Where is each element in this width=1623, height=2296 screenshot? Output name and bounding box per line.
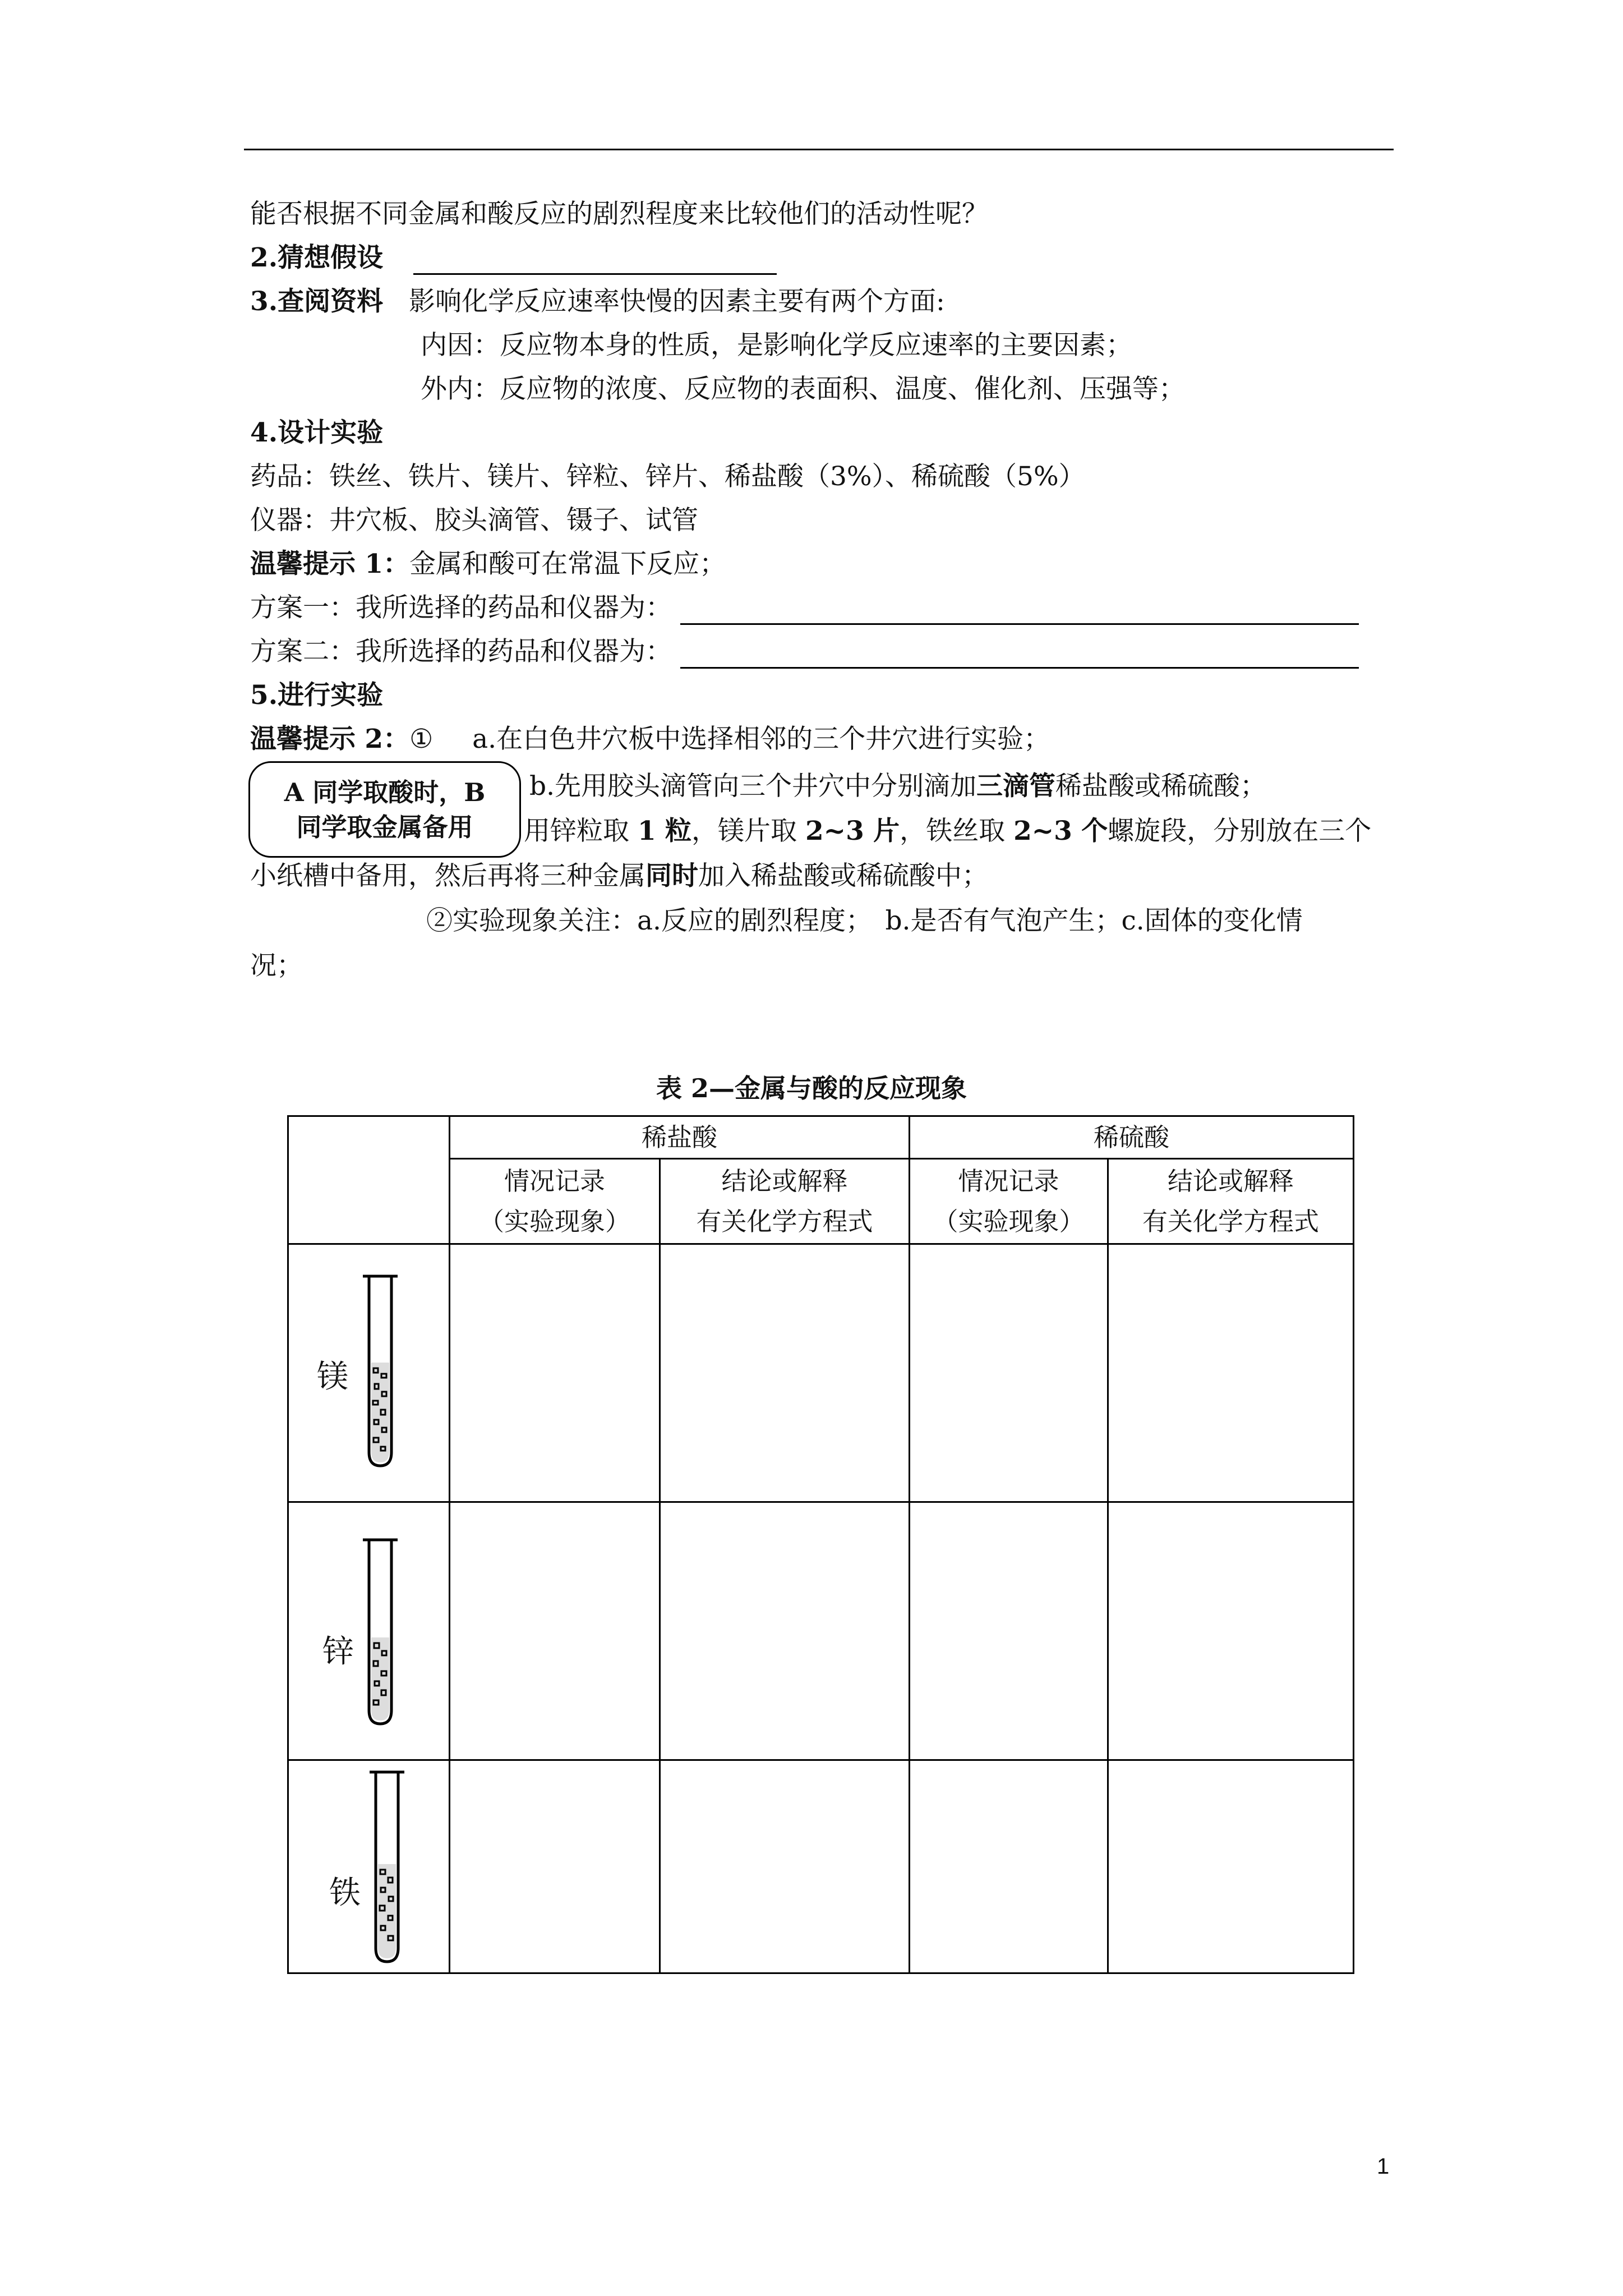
step-b-post: 稀盐酸或稀硫酸； (1055, 771, 1267, 802)
step-c-line2-post: 加入稀盐酸或稀硫酸中； (698, 861, 988, 891)
plan1-line (250, 591, 1359, 625)
step-c (524, 815, 1371, 848)
corner-cell (288, 1116, 450, 1244)
observe-line1: ②实验现象关注：a.反应的剧烈程度； b.是否有气泡产生；c.固体的变化情 (426, 905, 1303, 936)
table-row-zinc (288, 1502, 1354, 1760)
observe-line2: 况； (250, 950, 303, 981)
magnesium-h2so4-conclusion[interactable] (1108, 1244, 1354, 1502)
step-c-6: 2~3 个 (1013, 816, 1108, 846)
iron-hcl-record[interactable] (450, 1760, 660, 1973)
h2so4-conclusion-header (1108, 1159, 1354, 1244)
hcl-conclusion-header (660, 1159, 910, 1244)
conclusion-header-line1: 结论或解释 (721, 1166, 848, 1196)
tip1-line (250, 547, 726, 581)
step-b (529, 770, 1266, 803)
test-tube-icon (367, 1769, 407, 1965)
tip1-text: 金属和酸可在常温下反应； (409, 549, 726, 579)
conclusion-header-line2: 有关化学方程式 (696, 1206, 873, 1236)
tip-callout (248, 761, 521, 858)
instruments-line: 仪器：井穴板、胶头滴管、镊子、试管 (250, 505, 698, 536)
step-c-line2-bold: 同时 (645, 861, 698, 891)
magnesium-h2so4-record[interactable] (910, 1244, 1108, 1502)
callout-line2: 同学取金属备用 (296, 812, 473, 842)
magnesium-hcl-conclusion[interactable] (660, 1244, 910, 1502)
reagents-line: 药品：铁丝、铁片、镁片、锌粒、锌片、稀盐酸（3%）、稀硫酸（5%） (250, 461, 1085, 492)
metal-cell-magnesium (288, 1244, 450, 1502)
research-internal: 内因：反应物本身的性质，是影响化学反应速率的主要因素； (421, 330, 1132, 361)
tip2-marker: ① (409, 724, 434, 754)
conclusion-header-line2: 有关化学方程式 (1142, 1206, 1319, 1236)
reaction-table (287, 1115, 1354, 1974)
zinc-hcl-conclusion[interactable] (660, 1502, 910, 1760)
step-c-7: 螺旋段，分别放在三个 (1108, 816, 1372, 846)
table-row-iron (288, 1760, 1354, 1973)
section-research (250, 285, 945, 319)
research-external: 外内：反应物的浓度、反应物的表面积、温度、催化剂、压强等； (421, 374, 1185, 404)
metal-label-magnesium: 镁 (317, 1359, 348, 1395)
plan2-blank[interactable] (680, 640, 1359, 669)
record-header-line1: 情况记录 (504, 1166, 605, 1196)
test-tube-icon (361, 1273, 400, 1469)
table-title: 表 2—金属与酸的反应现象 (656, 1073, 967, 1103)
section-hypothesis (250, 241, 777, 275)
tip2-line (250, 723, 1050, 756)
record-header-line2: （实验现象） (933, 1206, 1085, 1236)
magnesium-hcl-record[interactable] (450, 1244, 660, 1502)
metal-label-zinc: 锌 (322, 1634, 354, 1670)
step-c-line2-pre: 小纸槽中备用，然后再将三种金属 (250, 861, 645, 891)
table-group-row (288, 1116, 1354, 1159)
metal-label-iron: 铁 (329, 1875, 361, 1911)
step-c-4: 2~3 片 (805, 816, 900, 846)
research-heading: 3.查阅资料 (250, 286, 384, 317)
step-a: a.在白色井穴板中选择相邻的三个井穴进行实验； (472, 724, 1050, 754)
plan2-line (250, 635, 1359, 669)
record-header-line2: （实验现象） (478, 1206, 630, 1236)
hypothesis-blank[interactable] (413, 246, 777, 275)
tip2-label: 温馨提示 2： (250, 724, 410, 754)
conclusion-header-line1: 结论或解释 (1167, 1166, 1294, 1196)
header-rule (244, 149, 1394, 150)
metal-cell-zinc (288, 1502, 450, 1760)
group-hcl: 稀盐酸 (450, 1116, 910, 1159)
design-heading: 4.设计实验 (250, 417, 384, 448)
iron-h2so4-conclusion[interactable] (1108, 1760, 1354, 1973)
hcl-record-header (450, 1159, 660, 1244)
step-b-pre: b.先用胶头滴管向三个井穴中分别滴加 (529, 771, 977, 802)
record-header-line1: 情况记录 (958, 1166, 1059, 1196)
plan1-label: 方案一：我所选择的药品和仪器为： (250, 592, 672, 623)
group-h2so4: 稀硫酸 (910, 1116, 1354, 1159)
test-tube-icon (361, 1536, 400, 1727)
intro-question: 能否根据不同金属和酸反应的剧烈程度来比较他们的活动性呢？ (250, 199, 988, 229)
step-b-bold: 三滴管 (976, 771, 1056, 802)
zinc-hcl-record[interactable] (450, 1502, 660, 1760)
metal-cell-iron (288, 1760, 450, 1973)
plan2-label: 方案二：我所选择的药品和仪器为： (250, 636, 672, 667)
step-c-3: ，镁片取 (691, 816, 805, 846)
page-number: 1 (1377, 2154, 1390, 2179)
iron-h2so4-record[interactable] (910, 1760, 1108, 1973)
step-c-2: 1 粒 (637, 816, 692, 846)
zinc-h2so4-record[interactable] (910, 1502, 1108, 1760)
table-row-magnesium (288, 1244, 1354, 1502)
step-c-1: 用锌粒取 (524, 816, 638, 846)
iron-hcl-conclusion[interactable] (660, 1760, 910, 1973)
plan1-blank[interactable] (680, 596, 1359, 625)
research-lead: 影响化学反应速率快慢的因素主要有两个方面: (408, 286, 945, 317)
tip1-label: 温馨提示 1： (250, 549, 410, 579)
callout-line1: A 同学取酸时，B (284, 777, 486, 807)
step-c-5: ，铁丝取 (900, 816, 1014, 846)
experiment-heading: 5.进行实验 (250, 680, 384, 711)
zinc-h2so4-conclusion[interactable] (1108, 1502, 1354, 1760)
hypothesis-heading: 2.猜想假设 (250, 242, 384, 273)
step-c-line2 (250, 859, 988, 893)
h2so4-record-header (910, 1159, 1108, 1244)
